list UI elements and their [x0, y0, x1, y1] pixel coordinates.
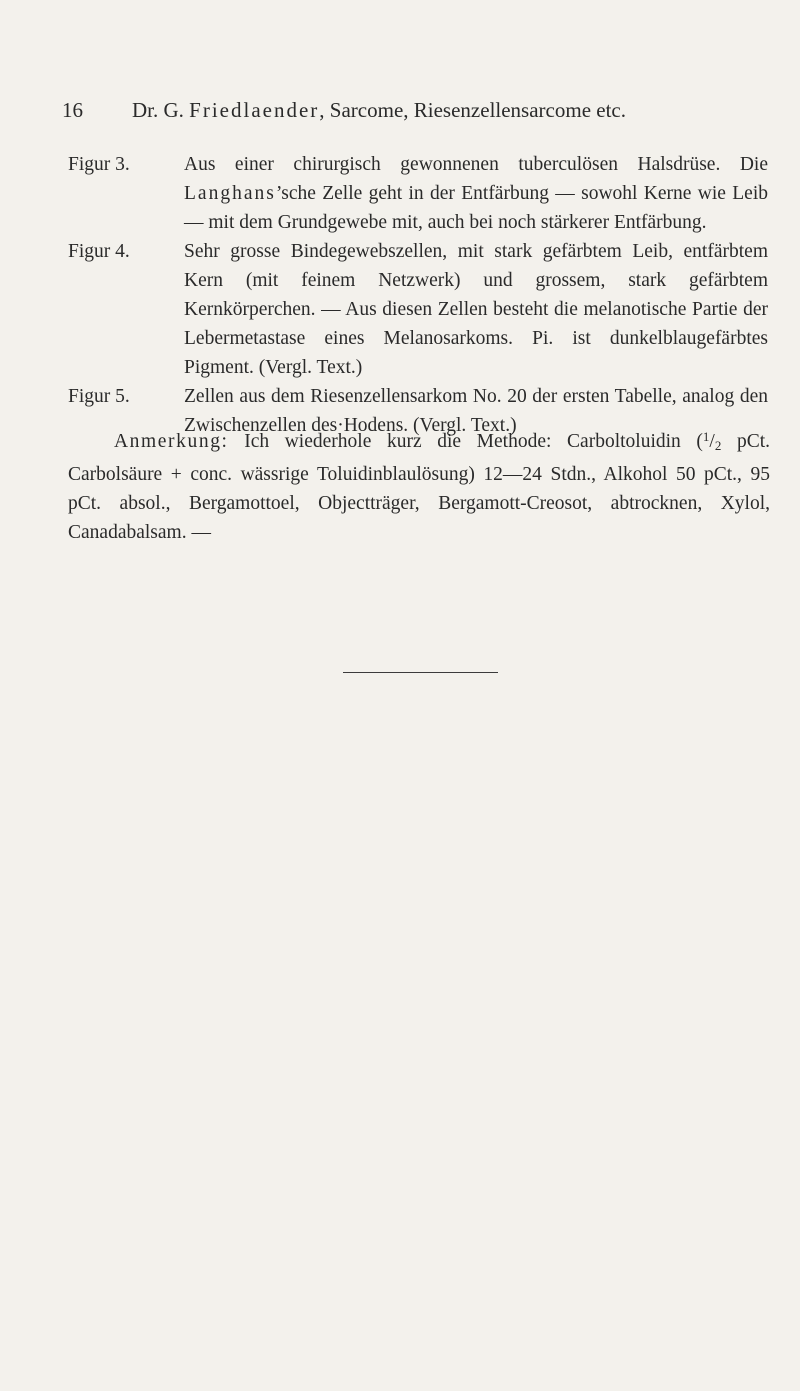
figure-legend-4: [68, 237, 768, 382]
title-rest: , Sarcome, Riesenzellensarcome etc.: [319, 98, 626, 122]
note-text: Ich wiederhole kurz die Methode: Carboltoluidin (: [228, 431, 703, 452]
note-label: Anmerkung:: [114, 431, 229, 452]
figure-text: [184, 150, 768, 237]
figure-text-part: ’sche Zelle geht in der Entfärbung — sowohl Kerne wie Leib — mit dem Grundgewebe mit, auch bei noch stärkerer Entfärbung.: [184, 183, 768, 233]
author-prefix: Dr. G.: [132, 98, 190, 122]
fraction-numerator: 1: [702, 429, 710, 444]
page-header: [62, 98, 762, 134]
figure-legend-3: [68, 150, 768, 237]
page-number: 16: [62, 98, 83, 122]
person-name: Langhans: [184, 183, 276, 204]
fraction: $^1$/2: [702, 429, 722, 453]
note-text: pCt. Carbolsäure + conc. wässrige Toluidinblaulösung) 12—24 Stdn., Alkohol 50 pCt., 95 pCt. absol., Bergamottoel, Objectträger, Bergamott-Creosot, abtrocknen, Xylol, Canadabalsam. —: [68, 431, 770, 543]
figure-label: Figur 5.: [68, 386, 130, 407]
figure-text-part: Aus einer chirurgisch gewonnenen tuberculösen Halsdrüse. Die: [184, 154, 768, 175]
running-title: [132, 98, 626, 123]
figure-legend-list: [68, 150, 768, 440]
figure-text: Sehr grosse Bindegewebszellen, mit stark gefärbtem Leib, entfärbtem Kern (mit feinem Netzwerk) und grossem, stark gefärbtem Kernkörperchen. — Aus diesen Zellen besteht die melanotische Partie der Lebermetastase eines Melanosarkoms. Pi. ist dunkelblaugefärbtes Pigment. (Vergl. Text.): [184, 241, 768, 378]
figure-label: Figur 4.: [68, 241, 130, 262]
separator-rule: [343, 672, 498, 673]
author-name: Friedlaender: [189, 98, 320, 122]
fraction-denominator: 2: [714, 438, 722, 453]
figure-text: Zellen aus dem Riesenzellensarkom No. 20 der ersten Tabelle, analog den Zwischenzellen des·Hodens. (Vergl. Text.): [184, 386, 768, 436]
method-note: [68, 422, 770, 547]
figure-label: Figur 3.: [68, 154, 130, 175]
